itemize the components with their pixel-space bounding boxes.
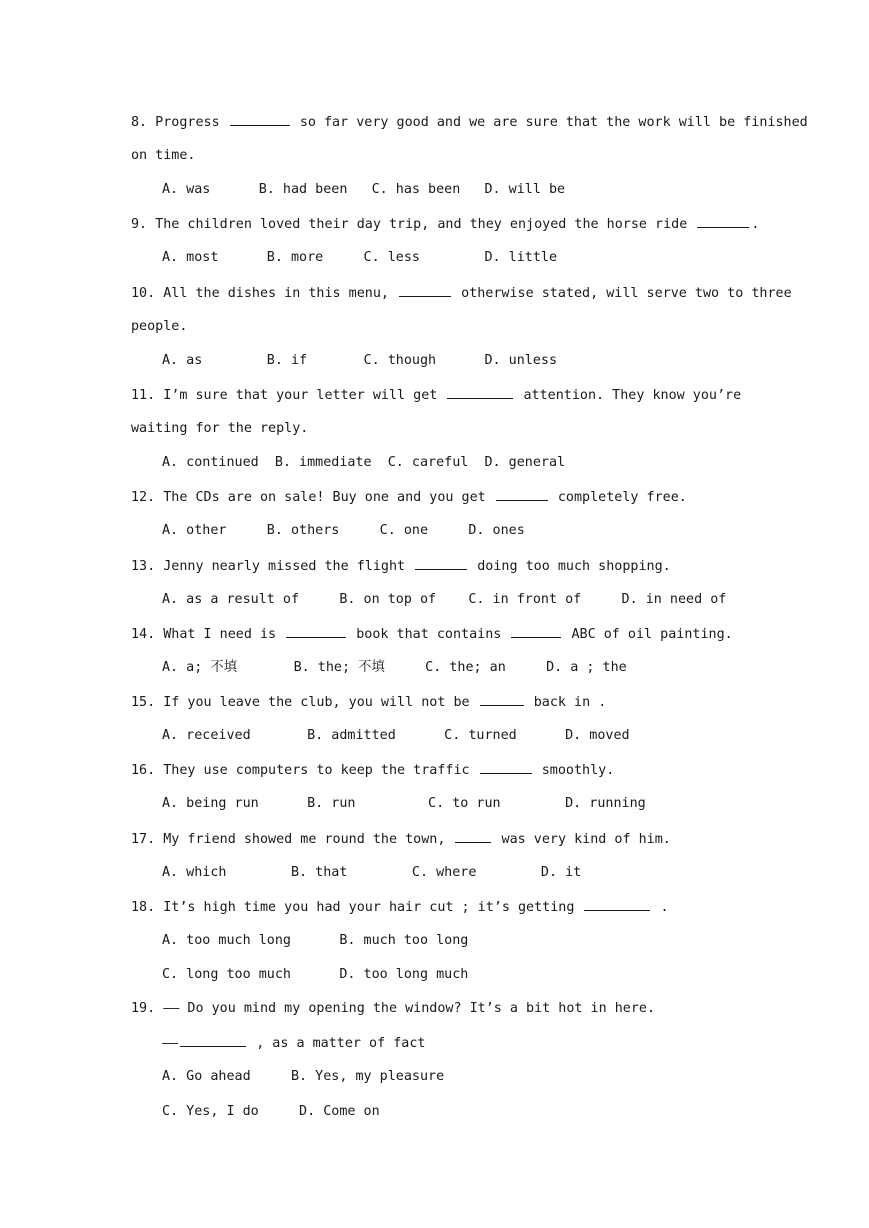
question-18-options-row-2: C. long too much D. too long much bbox=[162, 967, 469, 982]
question-18-options-row-1: A. too much long B. much too long bbox=[162, 933, 469, 948]
question-17-blank bbox=[455, 829, 491, 843]
question-12-text-b: completely free. bbox=[557, 490, 687, 505]
question-15-options: A. received B. admitted C. turned D. moved bbox=[162, 728, 630, 743]
question-10-text-b: otherwise stated, will serve two to three bbox=[461, 286, 792, 301]
question-14-options: A. a; 不填 B. the; 不填 C. the; an D. a ; the bbox=[162, 660, 627, 675]
question-11-text-a: 11. I’m sure that your letter will get bbox=[131, 388, 438, 403]
question-11-options: A. continued B. immediate C. careful D. general bbox=[162, 455, 566, 470]
question-12-options: A. other B. others C. one D. ones bbox=[162, 523, 525, 538]
question-10-text-a: 10. All the dishes in this menu, bbox=[131, 286, 389, 301]
question-10-blank bbox=[399, 283, 451, 297]
question-14-blank-1 bbox=[286, 624, 346, 638]
question-16-text-b: smoothly. bbox=[541, 763, 615, 778]
question-14-text-a: 14. What I need is bbox=[131, 627, 277, 642]
question-11-stem bbox=[131, 385, 741, 406]
question-8-blank bbox=[230, 112, 290, 126]
question-13-options: A. as a result of B. on top of C. in front of D. in need of bbox=[162, 592, 727, 607]
question-10-stem bbox=[131, 283, 792, 304]
question-17-text-a: 17. My friend showed me round the town, bbox=[131, 832, 446, 847]
question-13-blank bbox=[415, 556, 467, 570]
question-15-stem bbox=[131, 692, 606, 713]
question-19-options-row-1: A. Go ahead B. Yes, my pleasure bbox=[162, 1069, 445, 1084]
question-14-blank-2 bbox=[511, 624, 561, 638]
question-19-options-row-2: C. Yes, I do D. Come on bbox=[162, 1104, 380, 1119]
question-18-text-a: 18. It’s high time you had your hair cut ; it’s getting bbox=[131, 900, 575, 915]
question-8-stem bbox=[131, 112, 808, 133]
question-18-blank bbox=[584, 897, 650, 911]
question-19-stem: 19. —— Do you mind my opening the window? It’s a bit hot in here. bbox=[131, 1001, 656, 1016]
question-11-stem-cont: waiting for the reply. bbox=[131, 421, 309, 436]
question-15-blank bbox=[480, 692, 524, 706]
question-18-stem bbox=[131, 897, 669, 918]
question-8-options: A. was B. had been C. has been D. will be bbox=[162, 182, 566, 197]
question-17-options: A. which B. that C. where D. it bbox=[162, 865, 582, 880]
question-13-text-b: doing too much shopping. bbox=[477, 559, 671, 574]
question-16-stem bbox=[131, 760, 614, 781]
question-9-stem bbox=[131, 214, 759, 235]
question-10-stem-cont: people. bbox=[131, 319, 188, 334]
question-19-reply-dash: —— bbox=[162, 1036, 179, 1051]
question-18-text-b: . bbox=[660, 900, 669, 915]
question-9-text-b: . bbox=[751, 217, 760, 232]
question-16-blank bbox=[480, 760, 532, 774]
question-16-text-a: 16. They use computers to keep the traffic bbox=[131, 763, 470, 778]
question-15-text-b: back in . bbox=[533, 695, 607, 710]
question-14-stem bbox=[131, 624, 733, 645]
question-10-options: A. as B. if C. though D. unless bbox=[162, 353, 558, 368]
question-9-options: A. most B. more C. less D. little bbox=[162, 250, 558, 265]
question-17-stem bbox=[131, 829, 671, 850]
question-13-stem bbox=[131, 556, 671, 577]
question-19-reply bbox=[162, 1033, 426, 1054]
question-12-blank bbox=[496, 487, 548, 501]
question-16-options: A. being run B. run C. to run D. running bbox=[162, 796, 646, 811]
question-19-blank bbox=[180, 1033, 246, 1047]
question-8-text-b: so far very good and we are sure that the work will be finished bbox=[299, 115, 808, 130]
question-9-blank bbox=[697, 214, 749, 228]
question-11-text-b: attention. They know you’re bbox=[523, 388, 742, 403]
question-14-text-c: ABC of oil painting. bbox=[571, 627, 733, 642]
question-17-text-b: was very kind of him. bbox=[501, 832, 671, 847]
question-12-stem bbox=[131, 487, 687, 508]
question-13-text-a: 13. Jenny nearly missed the flight bbox=[131, 559, 406, 574]
question-8-stem-cont: on time. bbox=[131, 148, 196, 163]
question-11-blank bbox=[447, 385, 513, 399]
question-9-text-a: 9. The children loved their day trip, and they enjoyed the horse ride bbox=[131, 217, 688, 232]
question-8-text-a: 8. Progress bbox=[131, 115, 220, 130]
question-19-reply-text: , as a matter of fact bbox=[256, 1036, 426, 1051]
question-12-text-a: 12. The CDs are on sale! Buy one and you get bbox=[131, 490, 486, 505]
question-14-text-b: book that contains bbox=[356, 627, 502, 642]
question-15-text-a: 15. If you leave the club, you will not be bbox=[131, 695, 470, 710]
